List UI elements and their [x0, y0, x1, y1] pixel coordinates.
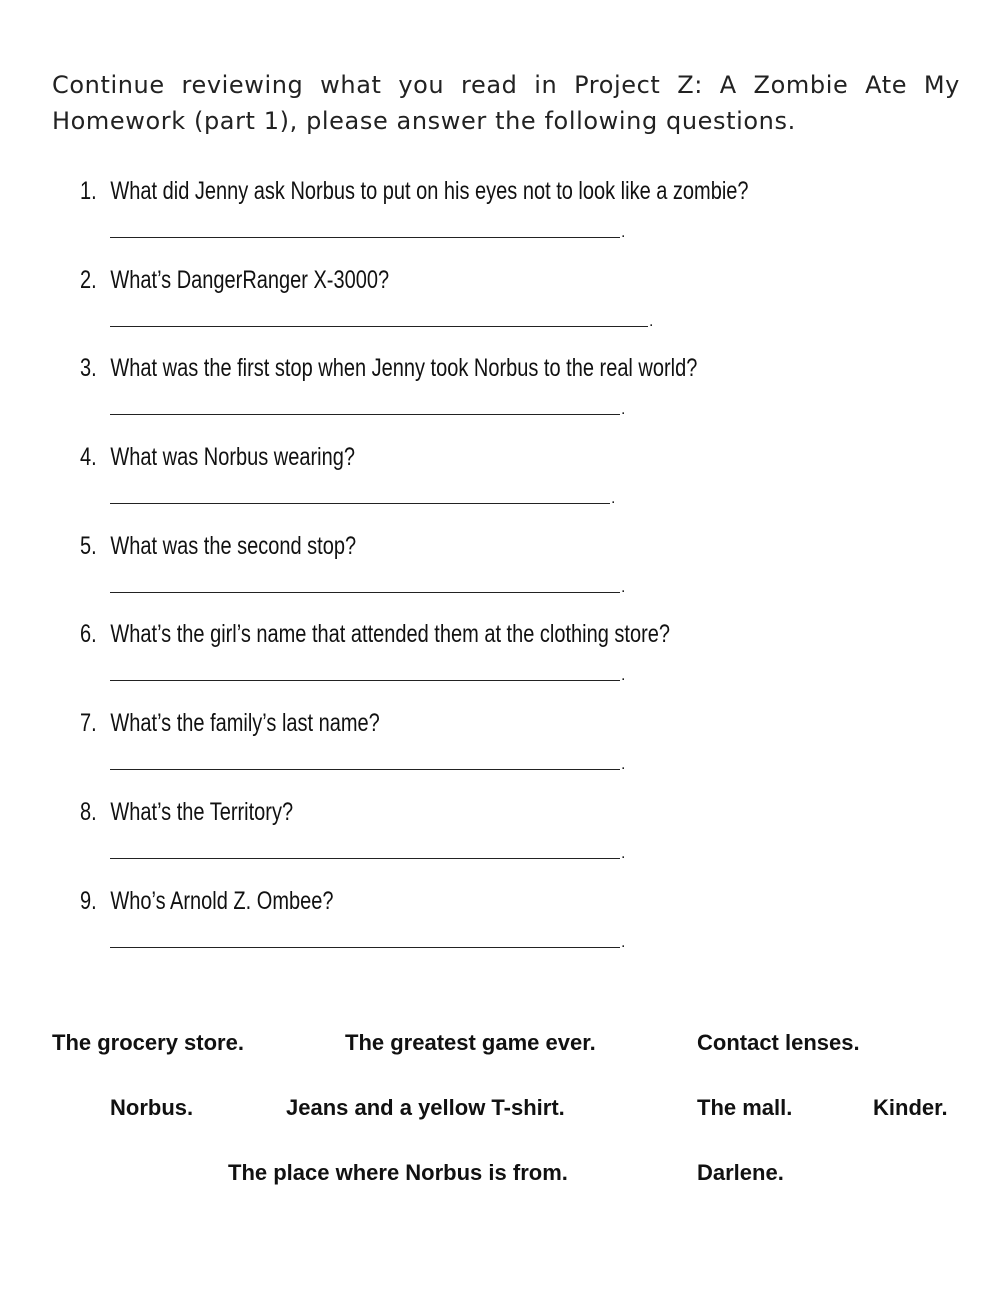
- question-5: [80, 531, 980, 611]
- answer-blank[interactable]: [110, 391, 626, 418]
- question-prompt: What did Jenny ask Norbus to put on his eyes not to look like a zombie?: [110, 177, 749, 205]
- question-1: [80, 176, 980, 256]
- answer-period: .: [621, 224, 626, 241]
- question-8: [80, 797, 980, 877]
- question-prompt: Who’s Arnold Z. Ombee?: [110, 887, 334, 915]
- question-2: [80, 265, 980, 345]
- question-text: [80, 442, 800, 472]
- answer-period: .: [621, 934, 626, 951]
- question-text: [80, 708, 800, 738]
- question-prompt: What’s DangerRanger X-3000?: [110, 266, 390, 294]
- question-3: [80, 353, 980, 433]
- answer-blank[interactable]: [110, 569, 626, 596]
- question-number: 9.: [80, 887, 97, 915]
- answer-period: .: [621, 579, 626, 596]
- question-text: [80, 176, 800, 206]
- question-text: [80, 265, 800, 295]
- answer-blank[interactable]: [110, 657, 626, 684]
- question-number: 5.: [80, 532, 97, 560]
- question-6: [80, 619, 980, 699]
- word-bank-item[interactable]: Kinder.: [873, 1095, 948, 1120]
- question-number: 2.: [80, 266, 97, 294]
- question-number: 1.: [80, 177, 97, 205]
- word-bank-item[interactable]: Darlene.: [697, 1160, 784, 1185]
- question-number: 4.: [80, 443, 97, 471]
- answer-period: .: [611, 490, 616, 507]
- question-prompt: What’s the Territory?: [110, 798, 294, 826]
- answer-period: .: [649, 313, 654, 330]
- question-number: 3.: [80, 354, 97, 382]
- word-bank-item[interactable]: The mall.: [697, 1095, 793, 1120]
- answer-period: .: [621, 756, 626, 773]
- answer-period: .: [621, 667, 626, 684]
- question-prompt: What was Norbus wearing?: [110, 443, 355, 471]
- question-number: 7.: [80, 709, 97, 737]
- instructions: Continue reviewing what you read in Project Z: A Zombie Ate My Homework (part 1), please answer the following questions.: [52, 71, 960, 135]
- question-prompt: What’s the family’s last name?: [110, 709, 380, 737]
- question-number: 6.: [80, 620, 97, 648]
- question-4: [80, 442, 980, 522]
- answer-blank[interactable]: [110, 924, 626, 951]
- word-bank-item[interactable]: The greatest game ever.: [345, 1030, 596, 1055]
- answer-blank[interactable]: [110, 746, 626, 773]
- word-bank-item[interactable]: Jeans and a yellow T-shirt.: [286, 1095, 565, 1120]
- question-number: 8.: [80, 798, 97, 826]
- answer-blank[interactable]: [110, 835, 626, 862]
- answer-period: .: [621, 845, 626, 862]
- word-bank-item[interactable]: The place where Norbus is from.: [228, 1160, 568, 1185]
- question-text: [80, 797, 800, 827]
- question-text: [80, 619, 800, 649]
- question-text: [80, 531, 800, 561]
- answer-blank[interactable]: [110, 303, 654, 330]
- question-prompt: What’s the girl’s name that attended them at the clothing store?: [110, 620, 670, 648]
- word-bank-item[interactable]: Contact lenses.: [697, 1030, 860, 1055]
- question-text: [80, 353, 800, 383]
- answer-blank[interactable]: [110, 480, 620, 507]
- answer-blank[interactable]: [110, 214, 626, 241]
- word-bank-item[interactable]: Norbus.: [110, 1095, 194, 1120]
- question-7: [80, 708, 980, 788]
- word-bank-item[interactable]: The grocery store.: [52, 1030, 244, 1055]
- question-prompt: What was the first stop when Jenny took Norbus to the real world?: [110, 354, 698, 382]
- question-prompt: What was the second stop?: [110, 532, 357, 560]
- question-9: [80, 886, 980, 966]
- question-text: [80, 886, 800, 916]
- answer-period: .: [621, 401, 626, 418]
